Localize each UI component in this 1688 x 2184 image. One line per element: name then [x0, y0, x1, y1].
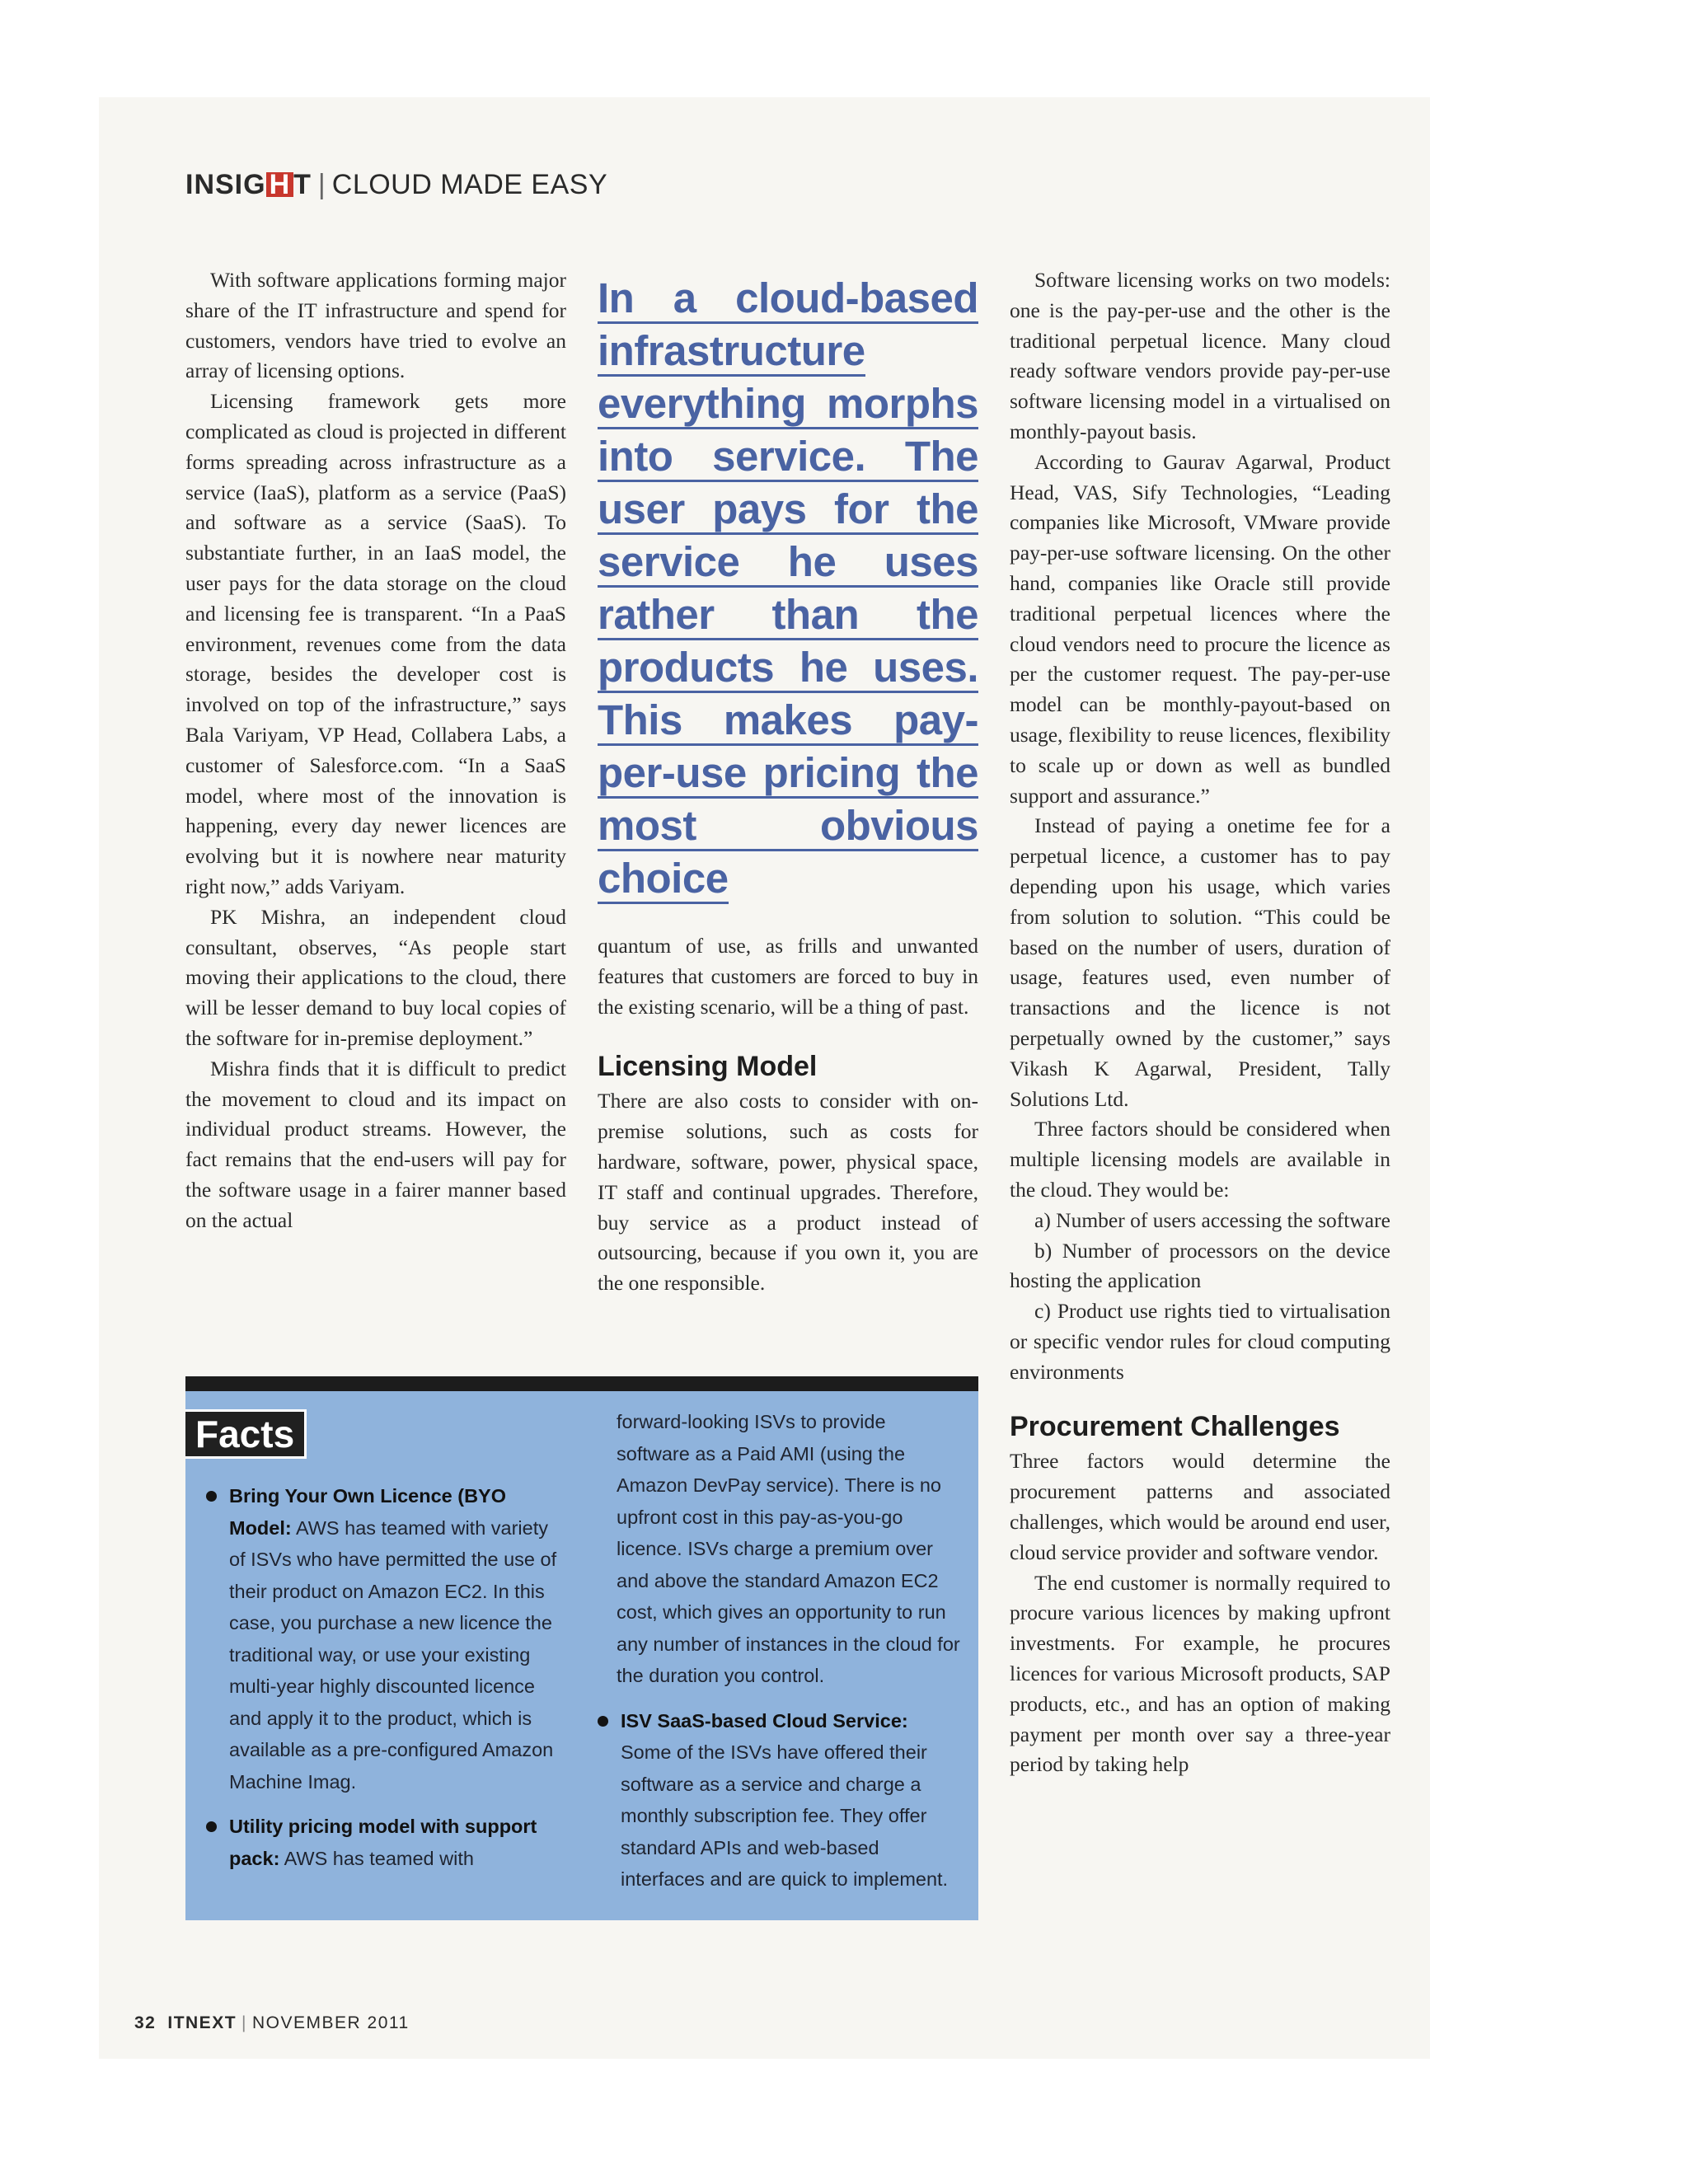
column-3	[1010, 265, 1390, 1780]
list-item: c) Product use rights tied to virtualisation or specific vendor rules for cloud computing environments	[1010, 1299, 1390, 1384]
magazine-name: ITNEXT	[167, 2013, 237, 2032]
paragraph: Instead of paying a onetime fee for a perpetual licence, a customer has to pay depending upon his usage, which varies from solution to solution. “This could be based on the number of users, duration of usage, features used, even number of transactions and the licence is not perpetually owned by the customer,” says Vikash K Agarwal, President, Tally Solutions Ltd.	[1010, 813, 1390, 1111]
paragraph: Three factors would determine the procurement patterns and associated challenges, which would be around end user, cloud service provider and software vendor.	[1010, 1449, 1390, 1564]
footer-separator: |	[241, 2013, 247, 2032]
paragraph: There are also costs to consider with on-premise solutions, such as costs for hardware, software, power, physical space, IT staff and continual upgrades. Therefore, buy service as a product instead of outsourcing, because if you own it, you are the one responsible.	[598, 1089, 978, 1296]
paragraph: Mishra finds that it is difficult to predict the movement to cloud and its impact on individual product streams. However, the fact remains that the end-users will pay for the software usage in a fairer manner based on the actual	[185, 1056, 566, 1232]
section-title: CLOUD MADE EASY	[331, 169, 608, 200]
pull-quote: In a cloud-based infrastructure everything morphs into service. The user pays for the service he uses rather than the products he uses. This makes pay-per-use pricing the most obvious choice	[598, 272, 978, 905]
pull-quote-block	[598, 272, 978, 905]
paragraph: quantum of use, as frills and unwanted features that customers are forced to buy in the existing scenario, will be a thing of past.	[598, 934, 978, 1019]
paragraph: Three factors should be considered when multiple licensing models are available in the cloud. They would be:	[1010, 1117, 1390, 1202]
page-footer	[134, 2013, 410, 2033]
facts-title: Facts	[185, 1409, 307, 1459]
subheading-procurement-challenges: Procurement Challenges	[1010, 1411, 1340, 1443]
fact-item-continuation: forward-looking ISVs to provide software as a Paid AMI (using the Amazon DevPay service). There is no upfront cost in this pay-as-you-go licence. ISVs charge a premium over and above the standard Amazon EC2 cost, which gives an opportunity to run any number of instances in the cloud for the duration you control.	[617, 1411, 960, 1686]
paragraph: According to Gaurav Agarwal, Product Head, VAS, Sify Technologies, “Leading companies like Microsoft, VMware provide pay-per-use software licensing. On the other hand, companies like Oracle still provide traditional perpetual licences where the cloud vendors need to procure the licence as per the customer request. The pay-per-use model can be monthly-payout-based on usage, flexibility to reuse licences, flexibility to scale up or down as well as bundled support and assurance.”	[1010, 449, 1390, 808]
facts-top-rule	[185, 1376, 978, 1391]
paragraph: PK Mishra, an independent cloud consultant, observes, “As people start moving their applications to the cloud, there will be lesser demand to buy local copies of the software for in-premise deployment.”	[185, 904, 566, 1050]
section-header	[185, 169, 607, 201]
paragraph: Licensing framework gets more complicated as cloud is projected in different forms spreading across infrastructure as a service (IaaS), platform as a service (PaaS) and software as a service (SaaS). To substantiate further, in an IaaS model, the user pays for the data storage on the cloud and licensing fee is transparent. “In a PaaS environment, revenues come from the data storage, besides the developer cost is involved on top of the infrastructure,” says Bala Variyam, VP Head, Collabera Labs, a customer of Salesforce.com. “In a SaaS model, where most of the innovation is happening, every day newer licences are evolving but it is nowhere near maturity right now,” adds Variyam.	[185, 389, 566, 898]
bullet-icon	[206, 1491, 217, 1502]
column-1	[185, 265, 566, 1236]
column-2	[598, 931, 978, 1299]
issue-date: NOVEMBER 2011	[252, 2013, 410, 2032]
list-item: b) Number of processors on the device hosting the application	[1010, 1238, 1390, 1293]
page-number: 32	[134, 2013, 157, 2032]
fact-item: Bring Your Own Licence (BYO Model: AWS has teamed with variety of ISVs who have permitted the use of their product on Amazon EC2. In this case, you purchase a new licence the traditional way, or use your existing multi-year highly discounted licence and apply it to the product, which is available as a pre-configured Amazon Machine Imag.	[206, 1480, 569, 1797]
paragraph: With software applications forming major share of the IT infrastructure and spend for customers, vendors have tried to evolve an array of licensing options.	[185, 268, 566, 383]
paragraph: The end customer is normally required to procure various licences by making upfront investments. For example, he procures licences for various Microsoft products, SAP products, etc., and has an option of making payment per month over say a three-year period by taking help	[1010, 1570, 1390, 1777]
fact-item: Utility pricing model with support pack: AWS has teamed with	[206, 1811, 569, 1874]
bullet-icon	[598, 1716, 608, 1727]
facts-left-column	[206, 1480, 569, 1887]
facts-right-column	[598, 1406, 960, 1909]
paragraph: Software licensing works on two models: one is the pay-per-use and the other is the traditional perpetual licence. Many cloud ready software vendors provide pay-per-use software licensing model in a virtualised on monthly-payout basis.	[1010, 268, 1390, 443]
brand-logo: INSIG H T	[185, 169, 312, 200]
header-separator: |	[317, 169, 326, 200]
subheading-licensing-model: Licensing Model	[598, 1051, 818, 1083]
bullet-icon	[206, 1821, 217, 1832]
fact-item: ISV SaaS-based Cloud Service: Some of the ISVs have offered their software as a service and charge a monthly subscription fee. They offer standard APIs and web-based interfaces and are quick to implement.	[598, 1705, 960, 1896]
facts-box	[185, 1391, 978, 1920]
list-item: a) Number of users accessing the software	[1034, 1207, 1390, 1232]
